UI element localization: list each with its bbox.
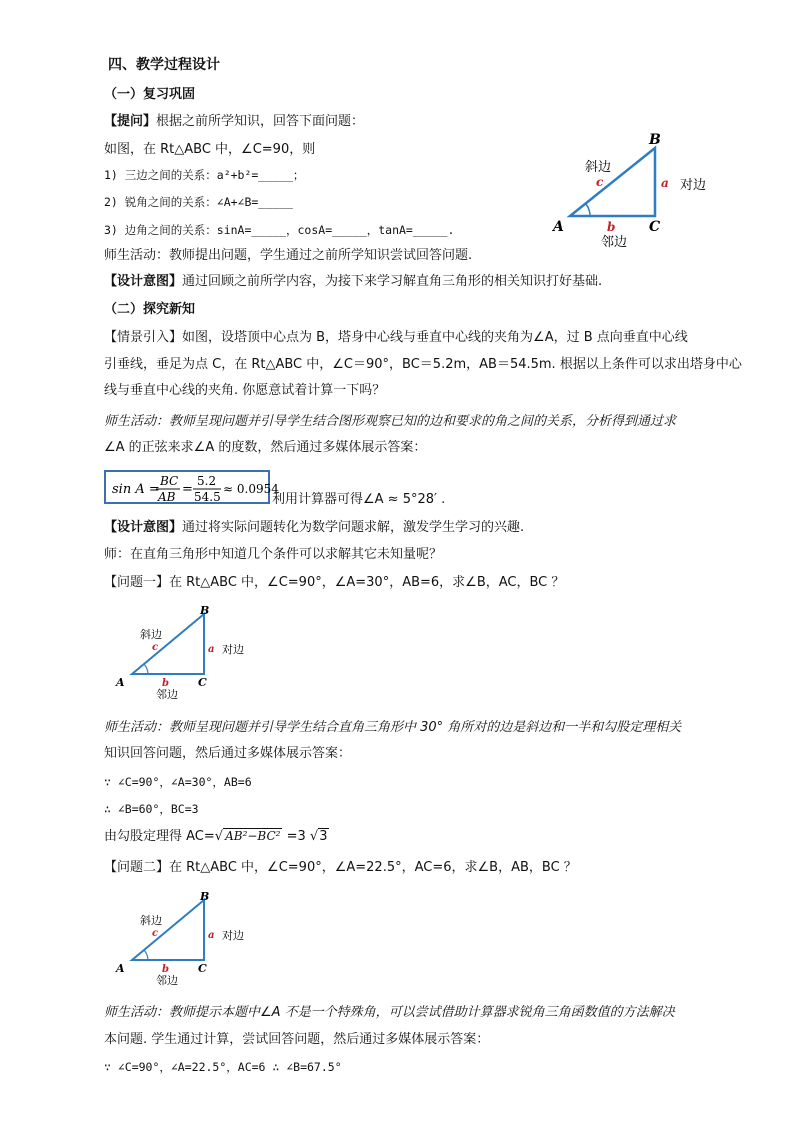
pythagoras-eq: =3 <box>286 829 306 844</box>
svg-text:B: B <box>200 604 210 617</box>
svg-text:斜边: 斜边 <box>140 914 162 927</box>
problem1-step-2: ∴ ∠B=60°，BC=3 <box>104 802 199 816</box>
problem2-statement: 【问题二】在 Rt△ABC 中，∠C=90°，∠A=22.5°，AC=6，求∠B，AB，BC ？ <box>104 860 577 875</box>
side-c: c <box>596 175 604 189</box>
scene-line-1: 【情景引入】如图，设塔顶中心点为 B，塔身中心线与垂直中心线的夹角为∠A，过 B 点向垂直中心线 <box>104 330 688 345</box>
teacher-question: 师：在直角三角形中知道几个条件可以求解其它未知量呢？ <box>104 547 443 562</box>
review-item-2: 2) 锐角之间的关系：∠A+∠B=_____ <box>104 195 293 209</box>
svg-text:A: A <box>116 676 125 689</box>
formula-num2: 5.2 <box>197 474 217 488</box>
sine-formula-box <box>104 470 279 504</box>
formula-den1: AB <box>158 490 176 504</box>
problem2-step-1: ∵ ∠C=90°，∠A=22.5°，AC=6 ∴ ∠B=67.5° <box>104 1060 342 1074</box>
pythagoras-radicand: AB²−BC² <box>225 829 281 843</box>
problem2-activity-2: 本问题. 学生通过计算，尝试回答问题，然后通过多媒体展示答案： <box>104 1032 490 1047</box>
review-question <box>104 112 364 132</box>
svg-text:A: A <box>116 962 125 975</box>
hyp-label: 斜边 <box>585 160 612 175</box>
svg-text:a: a <box>208 930 215 941</box>
pythagoras-prefix: 由勾股定理得 AC= <box>104 829 215 844</box>
vertex-b: B <box>649 132 661 148</box>
calc-result: 利用计算器可得∠A ≈ 5°28′ . <box>272 492 446 507</box>
vertex-c: C <box>649 219 661 235</box>
explore-heading: （二）探究新知 <box>104 302 196 317</box>
formula-den2: 54.5 <box>194 490 221 504</box>
svg-text:B: B <box>200 890 210 903</box>
svg-text:斜边: 斜边 <box>140 628 162 641</box>
svg-text:c: c <box>152 642 159 653</box>
review-item-3: 3) 边角之间的关系：sinA=_____，cosA=_____，tanA=_____. <box>104 223 455 237</box>
adj-label: 邻边 <box>601 235 628 250</box>
svg-text:=: = <box>182 482 193 497</box>
problem1-step-3: 由勾股定理得 AC=√ AB²−BC² =3 √3 <box>104 829 328 844</box>
problem1-step-1: ∵ ∠C=90°，∠A=30°，AB=6 <box>104 775 252 789</box>
explore-intent <box>104 518 524 538</box>
formula-lhs: sin A = <box>112 482 160 497</box>
formula-approx: ≈ 0.0954 <box>223 482 279 496</box>
svg-text:C: C <box>198 962 207 975</box>
scene-line-2: 引垂线，垂足为点 C，在 Rt△ABC 中，∠C＝90°，BC＝5.2m，AB＝54.5m. 根据以上条件可以求出塔身中心 <box>104 357 742 372</box>
svg-text:b: b <box>162 964 169 975</box>
problem1-activity-2: 知识回答问题，然后通过多媒体展示答案： <box>104 746 352 761</box>
intent-tag-2: 【设计意图】 <box>104 520 183 535</box>
vertex-a: A <box>553 219 564 235</box>
formula-num1: BC <box>160 474 179 488</box>
review-heading: （一）复习巩固 <box>104 87 196 102</box>
explore-activity-2: ∠A 的正弦来求∠A 的度数，然后通过多媒体展示答案： <box>104 440 427 455</box>
intent-tag: 【设计意图】 <box>104 274 183 289</box>
problem1-statement: 【问题一】在 Rt△ABC 中，∠C=90°，∠A=30°，AB=6，求∠B，AC，BC ？ <box>104 575 565 590</box>
question-text: 根据之前所学知识，回答下面问题： <box>156 114 365 129</box>
problem1-activity-1: 师生活动：教师呈现问题并引导学生结合直角三角形中 30° 角所对的边是斜边和一半和勾股定理相关 <box>104 720 682 735</box>
scene-line-3: 线与垂直中心线的夹角. 你愿意试着计算一下吗？ <box>104 383 386 398</box>
section-title: 四、教学过程设计 <box>108 57 220 73</box>
svg-text:邻边: 邻边 <box>156 688 178 701</box>
svg-text:b: b <box>162 678 169 689</box>
pythagoras-root: 3 <box>319 829 328 844</box>
triangle-figure-p2 <box>110 888 260 988</box>
svg-text:对边: 对边 <box>222 929 244 942</box>
review-intro: 如图，在 Rt△ABC 中，∠C=90，则 <box>104 142 316 157</box>
svg-text:c: c <box>152 928 159 939</box>
svg-text:a: a <box>208 644 215 655</box>
question-tag: 【提问】 <box>104 114 157 129</box>
side-b: b <box>607 220 616 234</box>
svg-text:邻边: 邻边 <box>156 974 178 987</box>
intent-text: 通过回顾之前所学内容，为接下来学习解直角三角形的相关知识打好基础. <box>182 274 603 289</box>
triangle-figure-large <box>545 128 705 256</box>
review-item-1: 1) 三边之间的关系：a²+b²=_____； <box>104 168 305 182</box>
review-intent <box>104 272 602 292</box>
side-a: a <box>661 176 669 190</box>
opp-label: 对边 <box>680 178 707 193</box>
explore-activity-1: 师生活动：教师呈现问题并引导学生结合图形观察已知的边和要求的角之间的关系，分析得到通过求 <box>104 414 677 429</box>
svg-text:对边: 对边 <box>222 643 244 656</box>
triangle-figure-p1 <box>110 602 260 702</box>
problem2-activity-1: 师生活动：教师提示本题中∠A 不是一个特殊角，可以尝试借助计算器求锐角三角函数值的方法解决 <box>104 1005 675 1020</box>
svg-text:C: C <box>198 676 207 689</box>
review-activity: 师生活动：教师提出问题，学生通过之前所学知识尝试回答问题. <box>104 248 473 263</box>
intent-text-2: 通过将实际问题转化为数学问题求解，激发学生学习的兴趣. <box>182 520 525 535</box>
